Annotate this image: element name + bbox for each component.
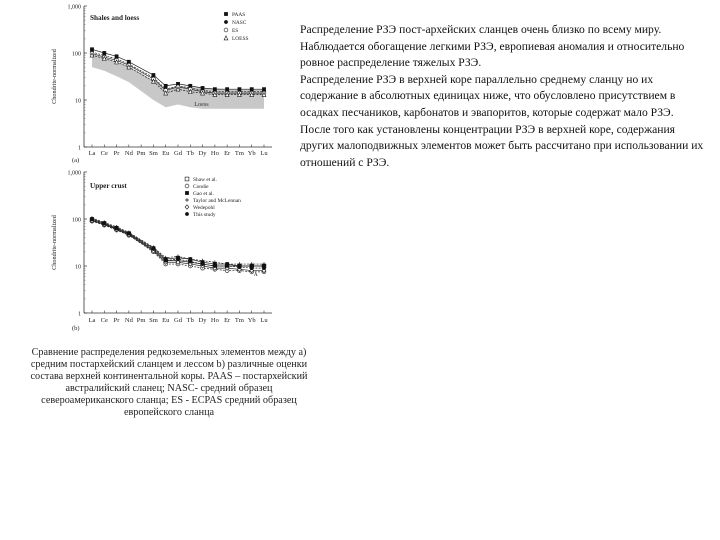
x-tick-label: Tm (234, 150, 244, 157)
y-tick-label: 100 (72, 217, 81, 224)
data-point (185, 184, 189, 188)
x-tick-label: Pr (113, 150, 120, 157)
data-point (102, 222, 106, 226)
x-tick-label: Ce (100, 317, 108, 324)
chart-title: Shales and loess (90, 14, 140, 22)
legend-entry: Shaw et al. (193, 177, 217, 183)
y-tick-label: 10 (75, 98, 81, 105)
y-tick-label: 1 (78, 311, 81, 318)
data-point (164, 259, 168, 263)
x-tick-label: Eu (162, 317, 170, 324)
data-point (115, 227, 119, 231)
legend-entry: Taylor and McLennan (193, 198, 241, 204)
x-tick-label: Dy (198, 150, 207, 157)
x-tick-label: Eu (162, 150, 170, 157)
x-tick-label: Ho (210, 317, 219, 324)
legend-entry: Condie (193, 184, 209, 190)
panel-label: (a) (72, 157, 80, 164)
series-annotation: A (253, 271, 258, 278)
legend-entry: ES (232, 28, 239, 34)
data-point (224, 36, 228, 40)
x-tick-label: Lu (260, 317, 268, 324)
x-tick-label: Ho (210, 150, 219, 157)
ree-charts-figure (0, 0, 300, 345)
x-tick-label: Ce (100, 150, 108, 157)
x-tick-label: Er (224, 150, 231, 157)
x-tick-label: Yb (247, 150, 256, 157)
x-tick-label: Yb (247, 317, 256, 324)
data-point (250, 266, 254, 270)
x-tick-label: Pr (113, 317, 120, 324)
legend-entry: NASC (232, 20, 247, 26)
paragraph-2: Распределение РЗЭ в верхней коре параллельно среднему сланцу но их содержание в абсолютных единицах ниже, что обусловлено присутствием в осадках песчаников, карбонатов и эвапоритов, которые содержат мало РЗЭ. (300, 72, 676, 119)
data-point (262, 266, 266, 270)
y-tick-label: 100 (72, 51, 81, 58)
x-tick-label: La (88, 150, 96, 157)
data-point (238, 265, 242, 269)
x-tick-label: Dy (198, 317, 207, 324)
y-tick-label: 1 (78, 145, 81, 152)
legend-entry: This study (193, 212, 216, 218)
data-point (185, 212, 189, 216)
data-point (185, 198, 189, 202)
x-tick-label: Er (224, 317, 231, 324)
x-tick-label: Nd (124, 317, 133, 324)
series-group-2 (90, 216, 266, 274)
data-point (201, 262, 205, 266)
data-point (176, 257, 180, 261)
caption-text: Сравнение распределения редкоземельных элементов между а) средним постархейский сланцем и лессом b) различные оценки состава верхней континентальной коры. PAAS – постархейский австралийский сланец; NASC- средний образец североамериканского сланца; ES - ECPAS средний образец европейского сланца (30, 347, 308, 418)
data-point (127, 232, 131, 236)
data-point (213, 264, 217, 268)
data-point (152, 247, 156, 251)
y-tick-label: 1,000 (67, 4, 81, 11)
x-tick-label: Pm (136, 317, 146, 324)
x-tick-label: Pm (136, 150, 146, 157)
x-tick-label: Sm (149, 150, 158, 157)
data-point (224, 12, 228, 16)
x-tick-label: Tb (186, 317, 194, 324)
panel-label: (b) (72, 325, 80, 332)
x-tick-label: Sm (149, 317, 158, 324)
data-point (225, 264, 229, 268)
data-point (224, 28, 228, 32)
data-point (188, 260, 192, 264)
legend-entry: Gao et al. (193, 191, 214, 197)
y-axis-label: Chondrite-normalized (51, 49, 58, 104)
paragraph-3: После того как установлены концентрации РЗЭ в верхней коре, содержания других малоподвижных элементов может быть рассчитано при использовании их отношений с РЗЭ. (300, 122, 704, 169)
x-tick-label: Nd (124, 150, 133, 157)
y-axis-label: Chondrite-normalized (51, 215, 58, 270)
chart-title: Upper crust (90, 182, 127, 190)
y-tick-label: 10 (75, 264, 81, 271)
legend-entry: Wedepohl (193, 205, 215, 211)
data-point (185, 191, 189, 195)
y-tick-label: 1,000 (67, 170, 81, 177)
data-point (90, 218, 94, 222)
x-tick-label: Lu (260, 150, 268, 157)
x-tick-label: La (88, 317, 96, 324)
data-point (185, 205, 189, 209)
paragraph-1: Распределение РЗЭ пост-архейских сланцев очень близко по всему миру. Наблюдается обогащение легкими РЗЭ, европиевая аномалия и относительно ровное распределение тяжелых РЗЭ. (300, 23, 685, 70)
x-tick-label: Gd (174, 317, 182, 324)
data-point (185, 177, 189, 181)
legend-entry: PAAS (232, 12, 246, 18)
band-label: Loess (194, 100, 209, 108)
data-point (164, 84, 168, 88)
x-tick-label: Tm (234, 317, 244, 324)
x-tick-label: Tb (186, 150, 194, 157)
legend-entry: LOESS (232, 36, 249, 42)
x-tick-label: Gd (174, 150, 182, 157)
body-text (300, 22, 710, 171)
data-point (224, 20, 228, 24)
figure-caption (24, 347, 314, 419)
